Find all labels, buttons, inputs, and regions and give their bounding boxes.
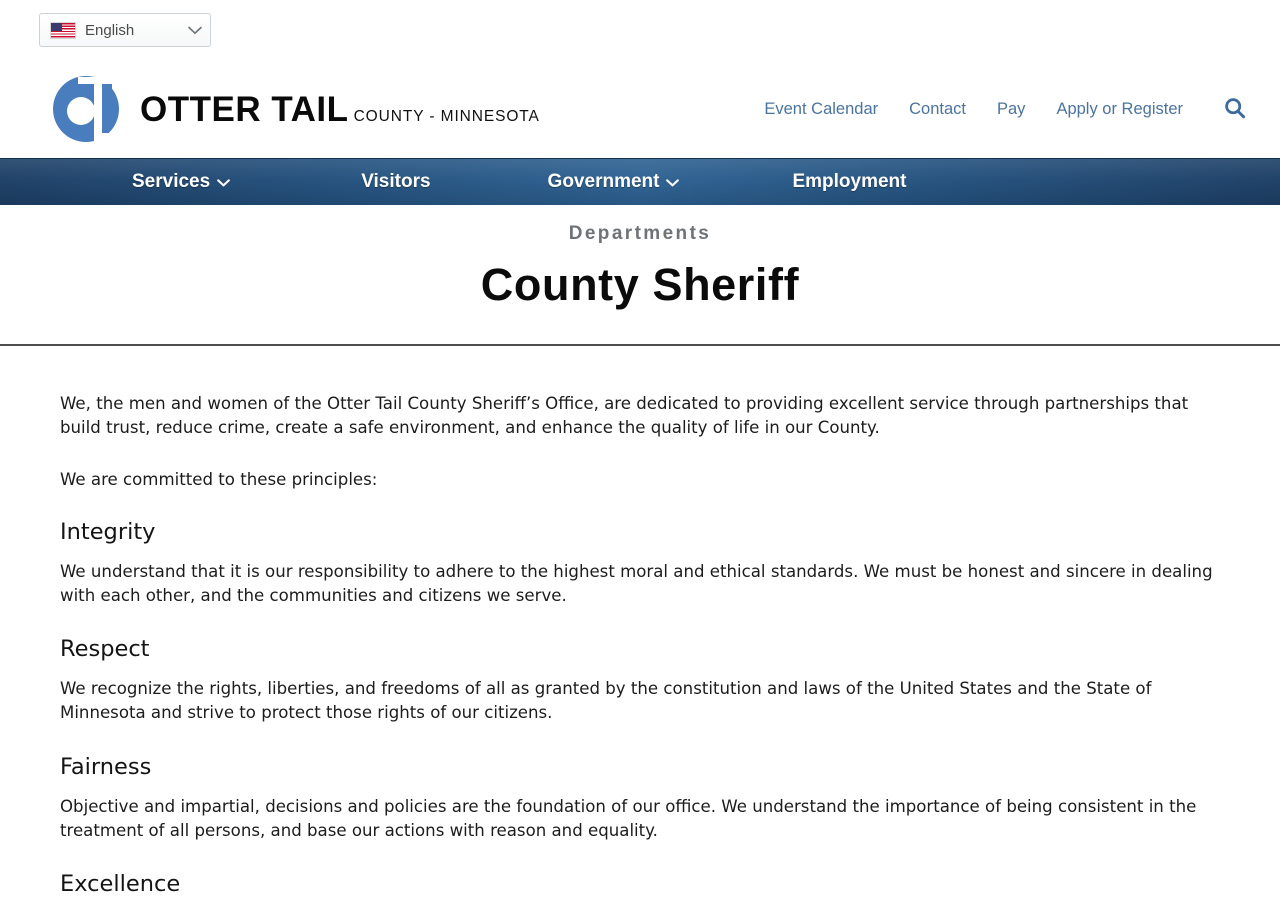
otter-tail-county-logo: [48, 69, 128, 149]
section-body-integrity: We understand that it is our responsibility to adhere to the highest moral and ethical standards. We must be honest and sincere in dealing with each other, and the communities and citizens we serve.: [60, 561, 1213, 605]
util-link-contact[interactable]: Contact: [909, 99, 966, 118]
utility-navigation: [764, 94, 1250, 124]
main-content: [0, 346, 1280, 898]
masthead: [0, 60, 1280, 158]
nav-item-visitors-label: Visitors: [361, 171, 431, 192]
brand-subtitle: COUNTY - MINNESOTA: [353, 107, 540, 125]
search-icon: [1223, 96, 1247, 123]
chevron-down-icon: [188, 26, 202, 35]
intro-paragraph: We, the men and women of the Otter Tail County Sheriff’s Office, are dedicated to providing excellent service through partnerships that build trust, reduce crime, create a safe environment, and enhance the quality of life in our County.: [60, 394, 1189, 438]
nav-item-employment[interactable]: [792, 171, 906, 193]
search-button[interactable]: [1220, 94, 1250, 124]
site-logo-link[interactable]: [48, 69, 540, 149]
section-heading-respect: Respect: [60, 636, 150, 663]
nav-item-employment-label: Employment: [792, 171, 907, 192]
breadcrumb-eyebrow: Departments: [568, 223, 712, 244]
nav-item-government[interactable]: [548, 171, 680, 193]
brand-name: OTTER TAIL: [140, 89, 349, 129]
principles-lead: We are committed to these principles:: [60, 470, 378, 490]
us-flag-icon: [50, 22, 76, 39]
page-title: County Sheriff: [480, 259, 800, 310]
nav-item-government-label: Government: [547, 171, 660, 192]
section-body-respect: We recognize the rights, liberties, and freedoms of all as granted by the constitution and laws of the United States and the State of Minnesota and strive to protect those rights of our citizens.: [60, 679, 1152, 723]
nav-item-services[interactable]: [132, 171, 230, 193]
section-heading-integrity: Integrity: [60, 518, 156, 545]
nav-item-visitors[interactable]: [361, 171, 430, 193]
chevron-down-icon: [217, 179, 230, 187]
nav-item-services-label: Services: [132, 171, 211, 192]
section-heading-fairness: Fairness: [60, 753, 152, 780]
chevron-down-icon: [666, 179, 679, 187]
language-selector[interactable]: [39, 13, 211, 47]
main-navigation: [0, 158, 1280, 205]
util-link-apply-or-register[interactable]: Apply or Register: [1056, 99, 1183, 118]
language-bar: [0, 0, 1280, 60]
language-selector-label: English: [85, 21, 135, 39]
section-body-fairness: Objective and impartial, decisions and policies are the foundation of our office. We understand the importance of being consistent in the treatment of all persons, and base our actions with reason and equality.: [60, 796, 1197, 840]
util-link-event-calendar[interactable]: Event Calendar: [764, 99, 879, 118]
util-link-pay[interactable]: Pay: [997, 99, 1026, 118]
page-header: [0, 205, 1280, 325]
section-heading-excellence: Excellence: [60, 870, 181, 897]
